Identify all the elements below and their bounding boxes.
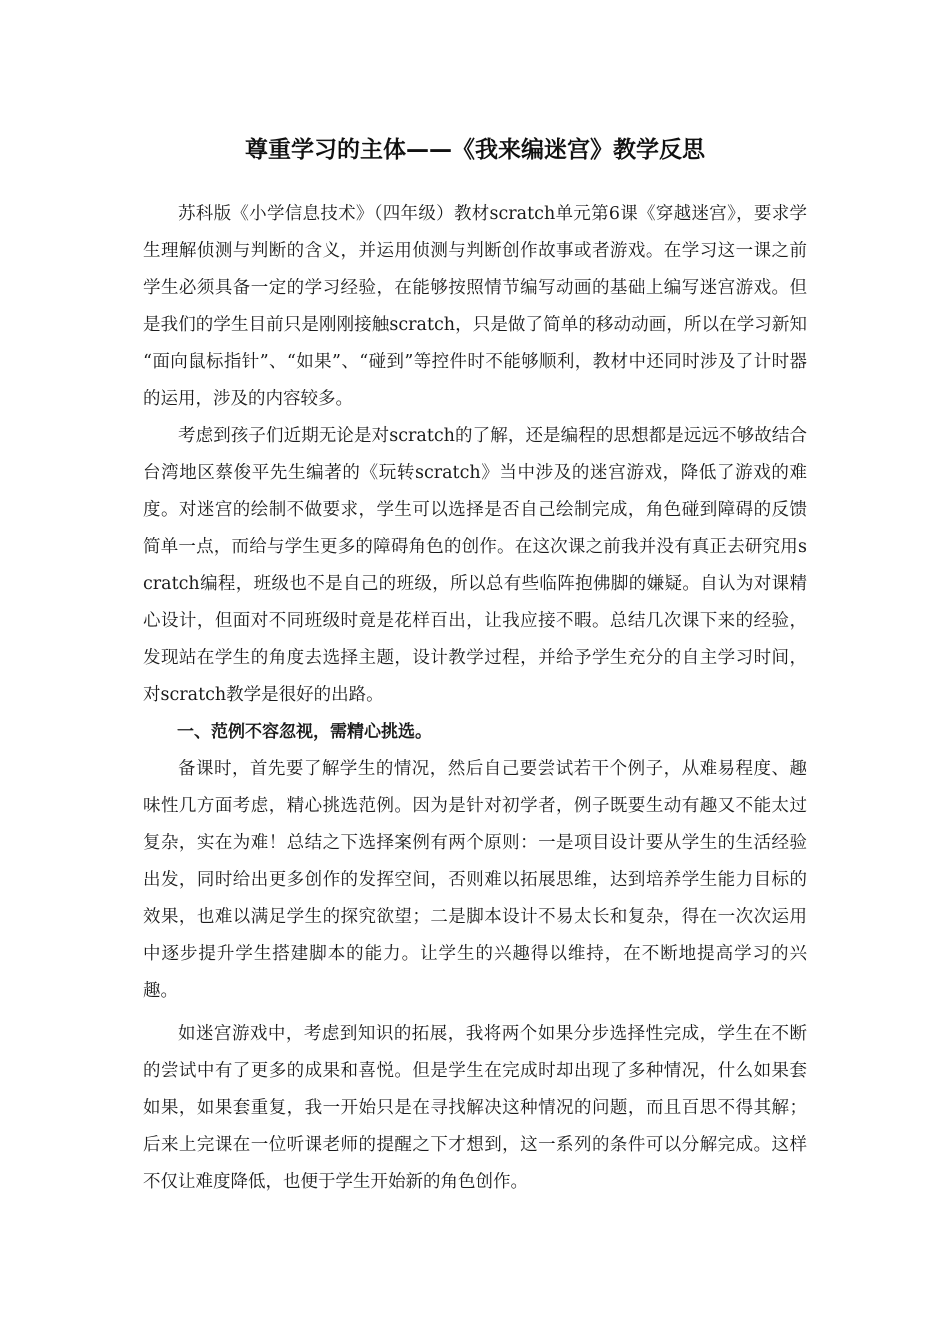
document-title: 尊重学习的主体——《我来编迷宫》教学反思 bbox=[245, 137, 705, 163]
paragraph-approach: 考虑到孩子们近期无论是对scratch的了解，还是编程的思想都是远远不够故结合台湾地区蔡俊平先生编著的《玩转scratch》当中涉及的迷宫游戏，降低了游戏的难度。对迷宫的绘制不做要求，学生可以选择是否自己绘制完成，角色碰到障碍的反馈简单一点，而给与学生更多的障碍角色的创作。在这次课之前我并没有真正去研究用scratch编程，班级也不是自己的班级，所以总有些临阵抱佛脚的嫌疑。自认为对课精心设计，但面对不同班级时竟是花样百出，让我应接不暇。总结几次课下来的经验，发现站在学生的角度去选择主题，设计教学过程，并给予学生充分的自主学习时间，对scratch教学是很好的出路。 bbox=[143, 426, 807, 705]
paragraph-lesson-prep: 备课时，首先要了解学生的情况，然后自己要尝试若干个例子，从难易程度、趣味性几方面考虑，精心挑选范例。因为是针对初学者，例子既要生动有趣又不能太过复杂，实在为难！总结之下选择案例有两个原则：一是项目设计要从学生的生活经验出发，同时给出更多创作的发挥空间，否则难以拓展思维，达到培养学生能力目标的效果，也难以满足学生的探究欲望；二是脚本设计不易太长和复杂，得在一次次运用中逐步提升学生搭建脚本的能力。让学生的兴趣得以维持，在不断地提高学习的兴趣。 bbox=[143, 759, 807, 1001]
paragraph-maze-example: 如迷宫游戏中，考虑到知识的拓展，我将两个如果分步选择性完成，学生在不断的尝试中有了更多的成果和喜悦。但是学生在完成时却出现了多种情况，什么如果套如果，如果套重复，我一开始只是在寻找解决这种情况的问题，而且百思不得其解；后来上完课在一位听课老师的提醒之下才想到，这一系列的条件可以分解完成。这样不仅让难度降低，也便于学生开始新的角色创作。 bbox=[143, 1024, 807, 1192]
section-heading-1: 一、范例不容忽视，需精心挑选。 bbox=[177, 722, 432, 742]
paragraph-intro: 苏科版《小学信息技术》（四年级）教材scratch单元第6课《穿越迷宫》，要求学生理解侦测与判断的含义，并运用侦测与判断创作故事或者游戏。在学习这一课之前学生必须具备一定的学习经验，在能够按照情节编写动画的基础上编写迷宫游戏。但是我们的学生目前只是刚刚接触scratch，只是做了简单的移动动画，所以在学习新知 “面向鼠标指针”、“如果”、“碰到”等控件时不能够顺利，教材中还同时涉及了计时器的运用，涉及的内容较多。 bbox=[143, 204, 807, 409]
document-body bbox=[143, 196, 807, 1201]
